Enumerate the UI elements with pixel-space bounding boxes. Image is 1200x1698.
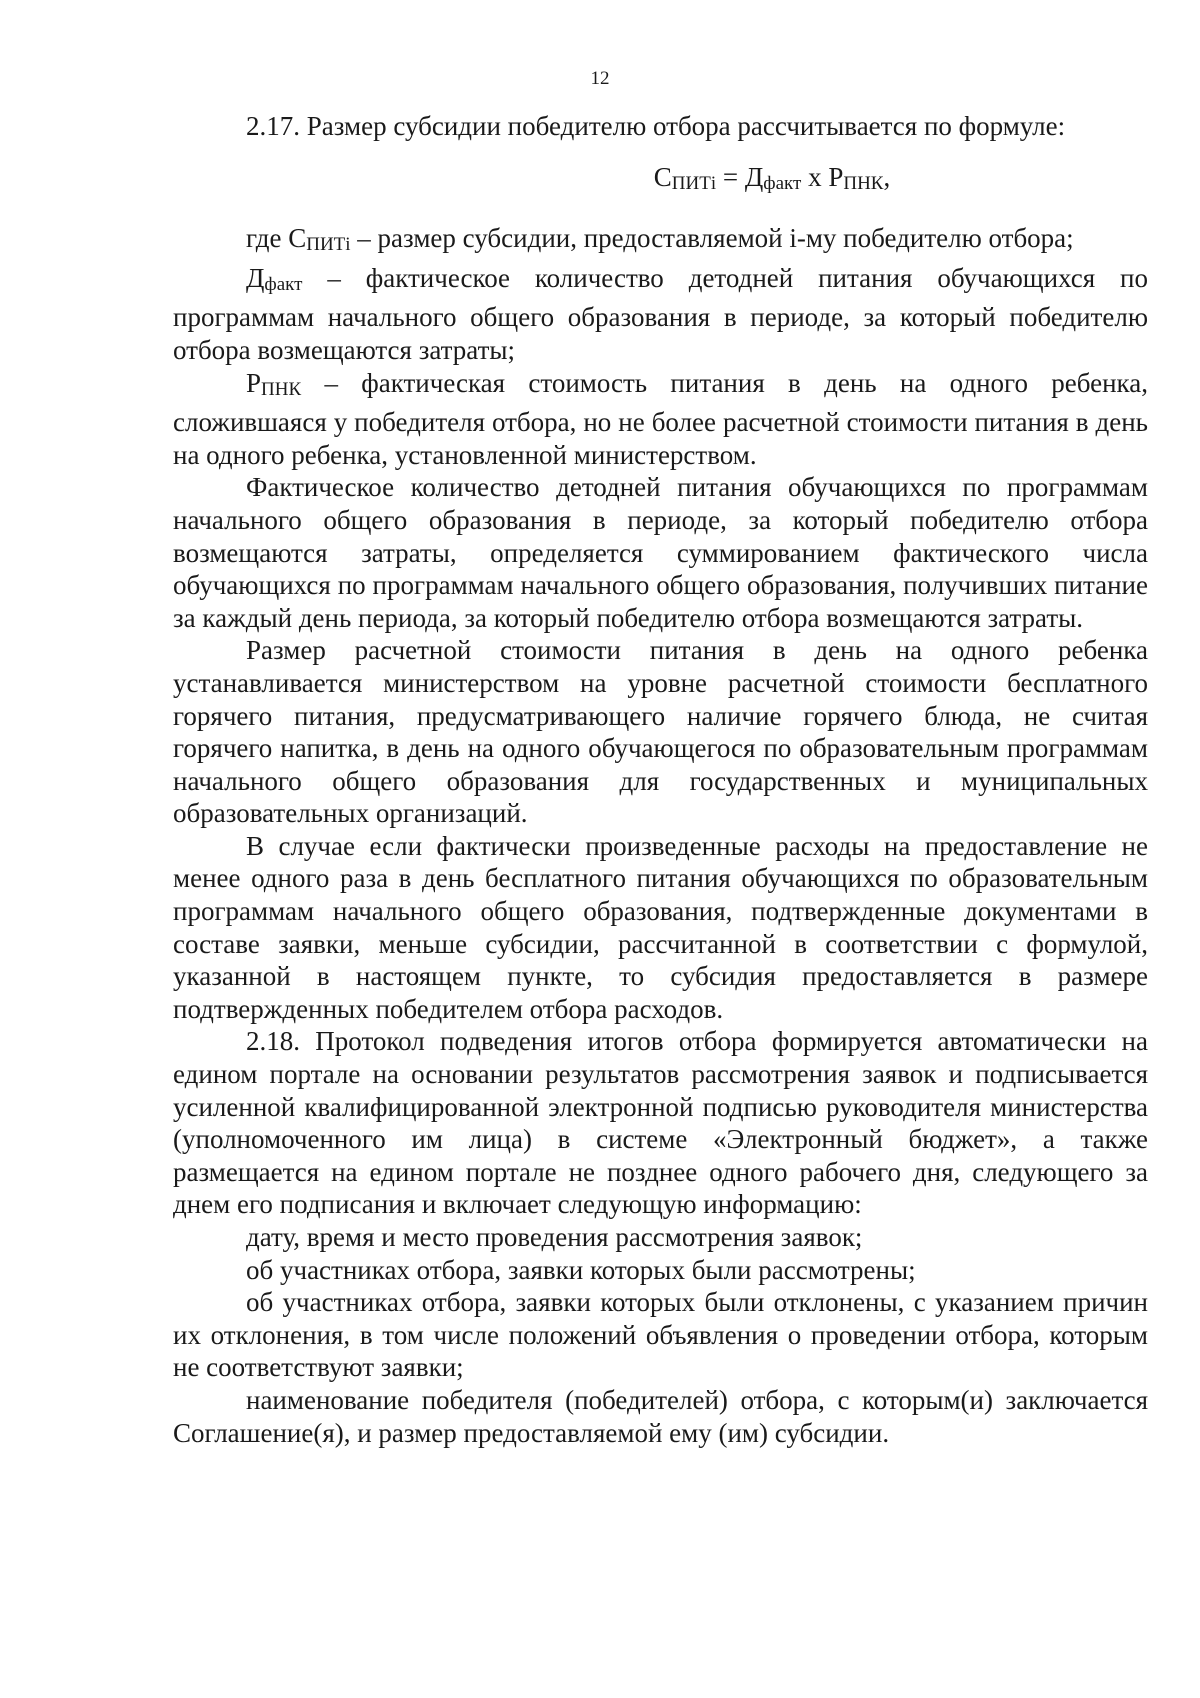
formula-d: Дфакт: [744, 161, 802, 194]
formula-lhs: СПИТi: [653, 161, 717, 194]
section-2-18-intro: 2.18. Протокол подведения итогов отбора формируется автоматически на едином портале на основании результатов рассмотрения заявок и подписывается усиленной квалифицированной электронной подписью руководителя министерства (уполномоченного им лица) в системе «Электронный бюджет», а также размещается на едином портале не позднее одного рабочего дня, следующего за днем его подписания и включает следующую информацию:: [173, 1026, 1148, 1220]
page-number: 12: [590, 68, 610, 89]
document-body: [173, 110, 1148, 1449]
paragraph-actual-costs: В случае если фактически произведенные расходы на предоставление не менее одного раза в день бесплатного питания обучающихся по образовательным программам начального общего образования, подтвержденные документами в составе заявки, меньше субсидии, рассчитанной в соответствии с формулой, указанной в настоящем пункте, то субсидия предоставляется в размере подтвержденных победителем отбора расходов.: [173, 830, 1148, 1024]
paragraph-cost-size: Размер расчетной стоимости питания в день на одного ребенка устанавливается министерством на уровне расчетной стоимости бесплатного горячего питания, предусматривающего наличие горячего блюда, не считая горячего напитка, в день на одного обучающегося по образовательным программам начального общего образования для государственных и муниципальных образовательных организаций.: [173, 635, 1148, 829]
formula-tail: ,: [883, 161, 891, 192]
formula-times: х: [801, 161, 829, 192]
definition-r: РПНК – фактическая стоимость питания в день на одного ребенка, сложившаяся у победителя отбора, но не более расчетной стоимости питания в день на одного ребенка, установленной министерством.: [173, 367, 1148, 470]
list-item: об участниках отбора, заявки которых были рассмотрены;: [246, 1254, 916, 1285]
formula-equals: =: [716, 161, 745, 192]
paragraph-fact-days: Фактическое количество детодней питания обучающихся по программам начального общего образования в периоде, за который победителю отбора возмещаются затраты, определяется суммированием фактического числа обучающихся по программам начального общего образования, получивших питание за каждый день периода, за который победителю отбора возмещаются затраты.: [173, 472, 1148, 633]
section-2-17-heading: 2.17. Размер субсидии победителю отбора рассчитывается по формуле:: [246, 111, 1066, 141]
formula-r: РПНК: [828, 161, 884, 194]
list-item: дату, время и место проведения рассмотрения заявок;: [246, 1222, 863, 1252]
definition-d: Дфакт – фактическое количество детодней питания обучающихся по программам начального общего образования в периоде, за который победителю отбора возмещаются затраты;: [173, 262, 1148, 365]
list-item: об участниках отбора, заявки которых были отклонены, с указанием причин их отклонения, в том числе положений объявления о проведении отбора, которым не соответствуют заявки;: [173, 1287, 1148, 1383]
definition-c: где СПИТi – размер субсидии, предоставляемой i-му победителю отбора;: [246, 223, 1074, 256]
subsidy-formula: [173, 161, 1148, 201]
list-item: наименование победителя (победителей) отбора, с которым(и) заключается Соглашение(я), и размер предоставляемой ему (им) субсидии.: [173, 1384, 1148, 1448]
